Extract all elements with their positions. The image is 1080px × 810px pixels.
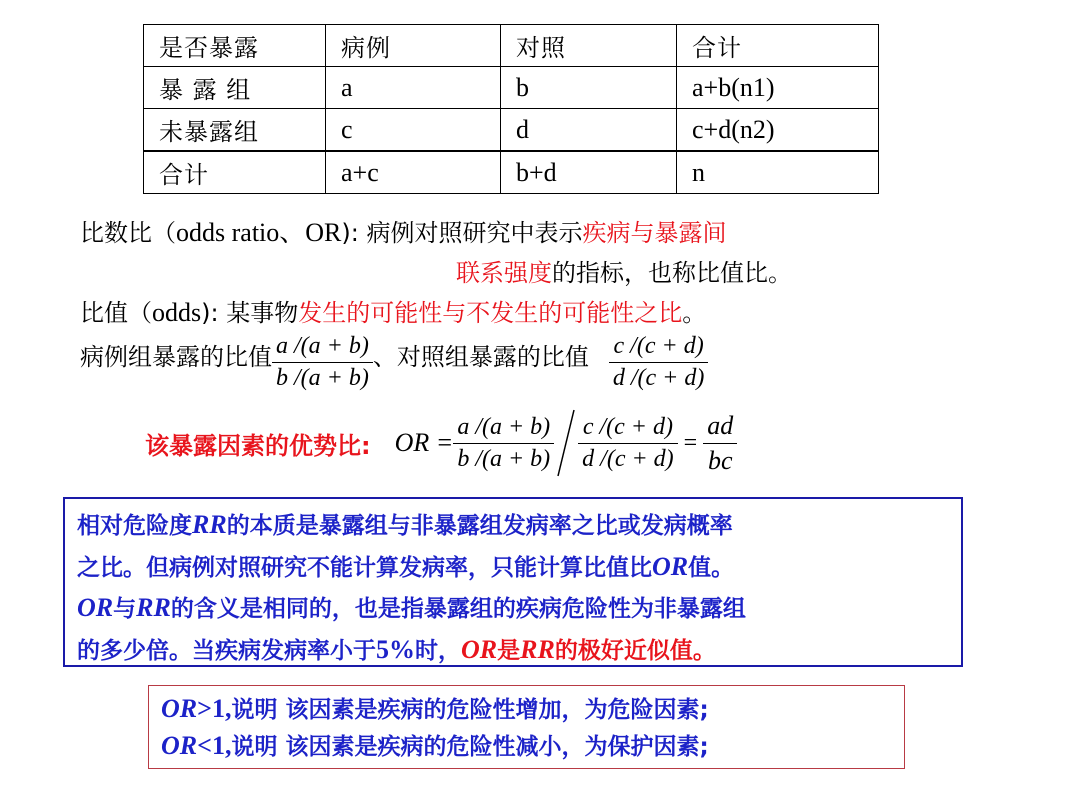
control-odds-fraction (609, 333, 709, 392)
text: ): 病例对照研究中表示 (341, 219, 583, 247)
table-header-cell: 对照 (501, 25, 677, 67)
table-header-row (144, 25, 879, 67)
numerator: c /(c + d) (578, 414, 678, 444)
text: 5% (376, 634, 415, 664)
table-cell: b+d (501, 151, 677, 194)
text: OR (77, 593, 114, 622)
text: 比值（ (80, 299, 152, 327)
highlight-text: OR (461, 634, 498, 664)
text: 之比。但病例对照研究不能计算发病率，只能计算比值比 (77, 554, 652, 581)
odds-definition (80, 293, 706, 328)
table-cell: b (501, 67, 677, 109)
table-cell: a+c (326, 151, 501, 194)
box-line (77, 547, 961, 589)
table-cell: 未暴露组 (144, 109, 326, 152)
or-definition-line1 (80, 212, 726, 249)
text: odds ratio、OR (176, 218, 342, 247)
table-cell: a (326, 67, 501, 109)
table-row (144, 109, 879, 152)
odds-expressions (80, 333, 708, 392)
table-cell: a+b(n1) (677, 67, 879, 109)
numerator: a /(a + b) (453, 414, 554, 444)
text: 的多少倍。当疾病发病率小于 (77, 637, 376, 664)
text: OR (652, 551, 689, 581)
equals-sign: = (683, 429, 698, 456)
text: odds (152, 298, 202, 327)
case-odds-fraction (272, 333, 373, 392)
text: 说明 该因素是疾病的危险性增加，为危险因素; (231, 697, 709, 723)
denominator: d /(c + d) (582, 445, 674, 472)
formula-fraction-1 (453, 414, 554, 473)
or-interpretation-box (148, 685, 905, 769)
denominator: b /(a + b) (457, 445, 551, 472)
numerator: a /(a + b) (272, 333, 373, 363)
contingency-table (143, 24, 879, 194)
formula-lhs: OR = (394, 428, 454, 457)
highlight-text: 是 (497, 637, 521, 664)
table-cell: 合计 (144, 151, 326, 194)
division-slash-icon (554, 408, 578, 478)
text: 的指标，也称比值比。 (552, 259, 792, 287)
table-row (144, 67, 879, 109)
text: <1, (197, 731, 232, 760)
table-cell: n (677, 151, 879, 194)
numerator: ad (703, 411, 737, 444)
formula-result (703, 411, 737, 476)
table-cell: d (501, 109, 677, 152)
text: 相对危险度 (77, 513, 192, 539)
table-header-cell: 是否暴露 (144, 25, 326, 67)
table-cell: c+d(n2) (677, 109, 879, 152)
table-cell: c (326, 109, 501, 152)
formula-fraction-2 (578, 414, 678, 473)
table-header-cell: 合计 (677, 25, 879, 67)
formula-label: 该暴露因素的优势比: (145, 431, 371, 460)
highlight-text: 疾病与暴露间 (582, 219, 727, 247)
denominator: bc (707, 445, 733, 475)
denominator: b /(a + b) (276, 365, 369, 391)
numerator: c /(c + d) (609, 333, 709, 363)
text: 病例组暴露的比值 (80, 343, 272, 371)
text: 的本质是暴露组与非暴露组发病率之比或发病概率 (226, 513, 733, 539)
text: 说明 该因素是疾病的危险性减小，为保护因素; (231, 734, 709, 760)
text: 比数比（ (80, 219, 176, 247)
text: 。 (682, 299, 707, 327)
highlight-text: 联系强度 (456, 259, 552, 287)
text: RR (136, 593, 171, 622)
table-cell: 暴 露 组 (144, 67, 326, 109)
text: RR (192, 510, 227, 539)
table-total-row (144, 151, 879, 194)
text: 与 (113, 596, 137, 622)
text: OR (161, 731, 198, 760)
text: 时， (415, 637, 461, 664)
denominator: d /(c + d) (612, 365, 705, 391)
text: OR (161, 694, 198, 723)
or-definition-line2 (456, 253, 792, 288)
box-line (77, 505, 961, 547)
highlight-text: RR (520, 634, 555, 664)
text: ): 某事物 (201, 299, 299, 327)
box-line (161, 728, 904, 765)
highlight-text: 的极好近似值。 (554, 637, 716, 664)
table-header-cell: 病例 (326, 25, 501, 67)
text: 的含义是相同的，也是指暴露组的疾病危险性为非暴露组 (170, 596, 746, 622)
box-line (77, 588, 961, 630)
highlight-text: 发生的可能性与不发生的可能性之比 (298, 299, 683, 327)
or-formula (145, 408, 737, 478)
text: >1, (197, 694, 232, 723)
text: 、对照组暴露的比值 (372, 343, 589, 371)
box-line (161, 691, 904, 728)
box-line (77, 630, 961, 672)
rr-explanation-box (63, 497, 963, 667)
text: 值。 (688, 554, 735, 581)
